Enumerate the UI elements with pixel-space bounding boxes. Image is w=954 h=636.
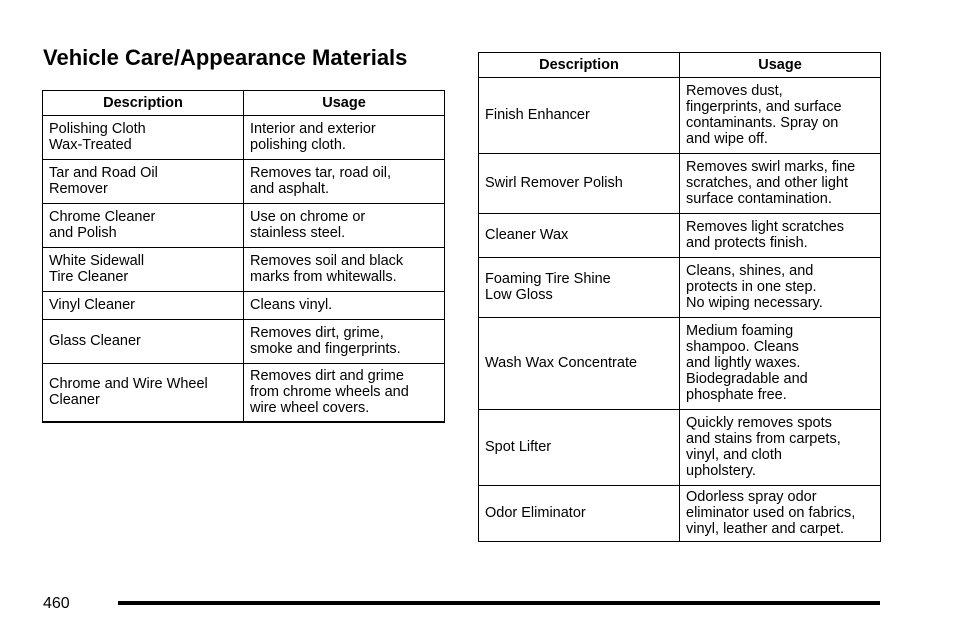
usage-text: Removes soil and black marks from whitewalls. bbox=[250, 253, 404, 285]
usage-cell bbox=[680, 318, 881, 410]
description-cell bbox=[43, 364, 244, 422]
usage-text: Removes dirt, grime, smoke and fingerprints. bbox=[250, 325, 401, 357]
usage-cell bbox=[680, 214, 881, 258]
description-cell bbox=[43, 204, 244, 248]
usage-cell bbox=[244, 292, 445, 320]
description-cell bbox=[43, 160, 244, 204]
usage-text: Interior and exterior polishing cloth. bbox=[250, 121, 376, 153]
usage-text: Removes dust, fingerprints, and surface contaminants. Spray on and wipe off. bbox=[686, 83, 842, 147]
usage-text: Quickly removes spots and stains from carpets, vinyl, and cloth upholstery. bbox=[686, 415, 841, 479]
usage-text: Removes tar, road oil, and asphalt. bbox=[250, 165, 392, 197]
table-row bbox=[479, 214, 881, 258]
description-text: Vinyl Cleaner bbox=[49, 297, 135, 313]
description-text: Wash Wax Concentrate bbox=[485, 355, 638, 371]
description-cell bbox=[43, 116, 244, 160]
column-header-description: Description bbox=[43, 91, 244, 116]
page-title: Vehicle Care/Appearance Materials bbox=[43, 45, 408, 70]
usage-cell bbox=[680, 410, 881, 486]
description-cell bbox=[479, 258, 680, 318]
description-text: Finish Enhancer bbox=[485, 107, 590, 123]
table-row bbox=[479, 78, 881, 154]
usage-cell bbox=[244, 364, 445, 422]
description-cell bbox=[479, 78, 680, 154]
table-row bbox=[479, 154, 881, 214]
description-cell bbox=[43, 248, 244, 292]
usage-cell bbox=[244, 160, 445, 204]
usage-text: Removes dirt and grime from chrome wheels and wire wheel covers. bbox=[250, 367, 409, 416]
table-row bbox=[43, 292, 445, 320]
column-header-usage: Usage bbox=[680, 53, 881, 78]
table-row bbox=[43, 248, 445, 292]
description-cell bbox=[43, 320, 244, 364]
description-text: White Sidewall Tire Cleaner bbox=[49, 253, 145, 285]
usage-text: Use on chrome or stainless steel. bbox=[250, 209, 366, 241]
description-cell bbox=[43, 292, 244, 320]
description-text: Spot Lifter bbox=[485, 439, 552, 455]
usage-cell bbox=[680, 78, 881, 154]
description-text: Tar and Road Oil Remover bbox=[49, 165, 158, 197]
column-header-usage: Usage bbox=[244, 91, 445, 116]
usage-cell bbox=[244, 248, 445, 292]
materials-table-right bbox=[478, 52, 881, 542]
description-text: Chrome Cleaner and Polish bbox=[49, 209, 156, 241]
table-row bbox=[479, 318, 881, 410]
usage-text: Cleans vinyl. bbox=[250, 297, 333, 313]
column-header-description: Description bbox=[479, 53, 680, 78]
usage-text: Odorless spray odor eliminator used on fabrics, vinyl, leather and carpet. bbox=[686, 489, 856, 537]
description-text: Foaming Tire Shine Low Gloss bbox=[485, 271, 611, 303]
table-row bbox=[43, 204, 445, 248]
usage-cell bbox=[244, 116, 445, 160]
usage-text: Cleans, shines, and protects in one step. No wiping necessary. bbox=[686, 263, 823, 311]
description-text: Polishing Cloth Wax-Treated bbox=[49, 121, 146, 153]
description-text: Cleaner Wax bbox=[485, 227, 569, 243]
footer-rule bbox=[118, 601, 880, 605]
page-number: 460 bbox=[43, 595, 70, 612]
description-cell bbox=[479, 214, 680, 258]
description-text: Glass Cleaner bbox=[49, 333, 141, 349]
usage-cell bbox=[680, 154, 881, 214]
usage-text: Removes swirl marks, fine scratches, and other light surface contamination. bbox=[686, 159, 856, 207]
table-row bbox=[479, 410, 881, 486]
usage-cell bbox=[680, 258, 881, 318]
usage-cell bbox=[680, 486, 881, 542]
usage-cell bbox=[244, 204, 445, 248]
table-row bbox=[43, 116, 445, 160]
table-row bbox=[43, 160, 445, 204]
description-text: Swirl Remover Polish bbox=[485, 175, 623, 191]
description-cell bbox=[479, 318, 680, 410]
table-row bbox=[43, 364, 445, 422]
usage-text: Medium foaming shampoo. Cleans and lightly waxes. Biodegradable and phosphate free. bbox=[686, 323, 808, 403]
table-row bbox=[479, 486, 881, 542]
description-cell bbox=[479, 410, 680, 486]
description-text: Chrome and Wire Wheel Cleaner bbox=[49, 375, 208, 408]
table-row bbox=[43, 320, 445, 364]
usage-cell bbox=[244, 320, 445, 364]
description-text: Odor Eliminator bbox=[485, 505, 586, 521]
materials-table-left bbox=[42, 90, 445, 423]
description-cell bbox=[479, 486, 680, 542]
table-row bbox=[479, 258, 881, 318]
usage-text: Removes light scratches and protects finish. bbox=[686, 219, 844, 251]
table-header-row bbox=[479, 53, 881, 78]
description-cell bbox=[479, 154, 680, 214]
table-header-row bbox=[43, 91, 445, 116]
